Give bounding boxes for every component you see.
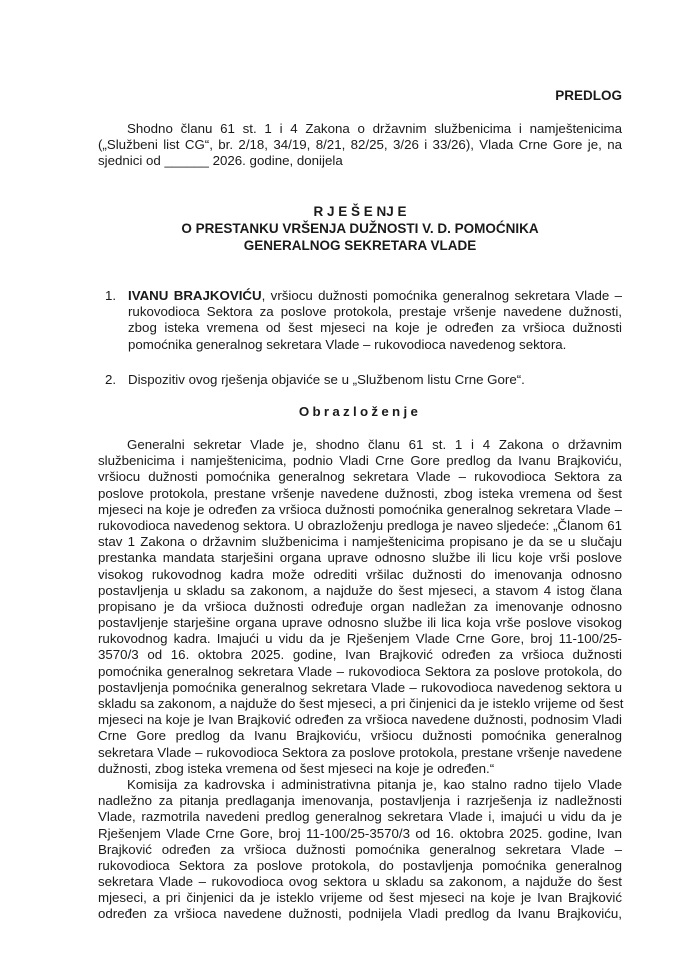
intro-line: Shodno članu 61 st. 1 i 4 Zakona o državnim službenicima i namještenicima [127, 121, 622, 136]
paragraph-line: mjeseci, a pri činjenici da je isteklo vrijeme od šest mjeseci na koje je Ivan Brajković [98, 890, 622, 906]
paragraph-line: prestanka mandata starješini organa uprave odnosno službe ili licu koje vrši poslove [98, 550, 622, 566]
item-line: zbog isteka vremena od šest mjeseci na koje je određen za vršioca dužnosti [128, 320, 622, 336]
paragraph-line: pomoćnika generalnog sekretara Vlade – rukovodioca Sektora za poslove protokola, do [98, 663, 622, 679]
item-line [128, 288, 622, 304]
paragraph-line: rukovodioca navedenog sektora. U obrazloženju predloga je naveo sljedeće: „Članom 61 [98, 517, 622, 533]
intro-line: sjednici od ______ 2026. godine, donijela [98, 153, 343, 169]
paragraph-line: Crne Gore predlog da Ivanu Brajkoviću, vršiocu dužnosti pomoćnika generalnog [98, 728, 622, 744]
paragraph-line: nadležno za pitanja predlaganja imenovanja, postavljenja i razrješenja iz nadležnosti [98, 793, 622, 809]
paragraph-line: mjeseci na koje je Ivan Brajković određen za vršioca navedene dužnosti, podnosim Vladi [98, 712, 622, 728]
paragraph-line: stav 1 Zakona o državnim službenicima i namještenicima propisano je da se u slučaju [98, 534, 622, 550]
paragraph-line: postavljenja pomoćnika generalnog sekretara Vlade – rukovodioca navedenog sektora u [98, 679, 622, 695]
paragraph-line: određen za vršioca navedene dužnosti, podnijela Vladi predlog da Ivanu Brajkoviću, [98, 906, 622, 922]
paragraph-line: 3570/3 od 16. oktobra 2025. godine, Ivan Brajković određen za vršioca dužnosti [98, 647, 622, 663]
paragraph-line: visokog rukovodnog kadra može odrediti vršilac dužnosti do imenovanja odnosno [98, 566, 622, 582]
paragraph-line: rukovodnog kadra. Imajući u vidu da je Rješenjem Vlade Crne Gore, broj 11-100/25- [98, 631, 622, 647]
paragraph-line: vršiocu dužnosti pomoćnika generalnog sekretara Vlade – rukovodioca Sektora za [98, 469, 622, 485]
section-heading: Obrazloženje [298, 404, 422, 419]
paragraph-line: Brajković određen za vršioca dužnosti pomoćnika generalnog sekretara Vlade – [98, 841, 622, 857]
intro-line: („Službeni list CG“, br. 2/18, 34/19, 8/21, 82/25, 3/26 i 33/26), Vlada Crne Gore je, na [98, 137, 622, 153]
document-title: R J E Š E NJ E [313, 204, 407, 219]
document-label: PREDLOG [555, 88, 622, 103]
reasoning-paragraph [98, 437, 622, 777]
paragraph-line: Vlade, razmotrila navedeni predlog generalnog sekretara Vlade i, imajući u vidu da je [98, 809, 622, 825]
item-line: rukovodioca Sektora za poslove protokola, prestaje vršenje navedene dužnosti, [128, 304, 622, 320]
paragraph-line: poslove protokola, prestane vršenje navedene dužnosti, zbog isteka vremena od šest [98, 485, 622, 501]
person-name: IVANU BRAJKOVIĆU [128, 288, 262, 303]
paragraph-line: skladu sa zakonom, a najduže do šest mjeseci, a pri činjenici da je isteklo vrijeme od šest [98, 696, 624, 711]
paragraph-line: dužnosti, zbog isteka vremena od šest mjeseci na koje je određen.“ [98, 760, 495, 776]
intro-paragraph [98, 121, 622, 170]
list-item [98, 288, 622, 353]
item-line: pomoćnika generalnog sekretara Vlade – rukovodioca navedenog sektora. [128, 336, 567, 352]
list-number: 1. [105, 288, 117, 303]
reasoning-body [98, 437, 622, 923]
paragraph-line: Rješenjem Vlade Crne Gore, broj 11-100/25-3570/3 od 16. oktobra 2025. godine, Ivan [98, 825, 622, 841]
reasoning-paragraph [98, 777, 622, 923]
paragraph-line: rukovodioca Sektora za poslove protokola, do postavljenja pomoćnika generalnog [98, 857, 622, 873]
paragraph-line: postavljenja u skladu sa zakonom, a najduže do šest mjeseci, a stavom 4 istog člana [98, 582, 622, 598]
paragraph-line: sekretara Vlade – rukovodioca Sektora za poslove protokola, prestane vršenje navedene [98, 744, 622, 760]
item-text: , vršiocu dužnosti pomoćnika generalnog sekretara Vlade – [261, 288, 622, 303]
item-line: Dispozitiv ovog rješenja objaviće se u „Službenom listu Crne Gore“. [128, 372, 525, 387]
paragraph-line: sekretara Vlade – rukovodioca ovog sektora u skladu sa zakonom, a najduže do šest [98, 874, 622, 890]
paragraph-line: mjeseci na koje je određen za vršioca dužnosti pomoćnika generalnog sekretara Vlade – [98, 501, 622, 517]
paragraph-line: postavljenje starješine organa uprave odnosno službe ili lica koja vrše poslove visokog [98, 615, 622, 631]
list-number: 2. [105, 372, 117, 387]
paragraph-line: propisano je da vršioca dužnosti određuje organ nadležan za imenovanje odnosno [98, 598, 622, 614]
paragraph-line: Komisija za kadrovska i administrativna pitanja je, kao stalno radno tijelo Vlade [127, 776, 622, 792]
paragraph-line: službenicima i namještenicima, podnio Vladi Crne Gore predlog da Ivanu Brajkoviću, [98, 453, 622, 469]
paragraph-line: Generalni sekretar Vlade je, shodno članu 61 st. 1 i 4 Zakona o državnim [127, 437, 622, 452]
document-subtitle: GENERALNOG SEKRETARA VLADE [243, 238, 477, 253]
list-item [98, 372, 622, 388]
document-subtitle: O PRESTANKU VRŠENJA DUŽNOSTI V. D. POMOĆNIKA [181, 221, 539, 236]
